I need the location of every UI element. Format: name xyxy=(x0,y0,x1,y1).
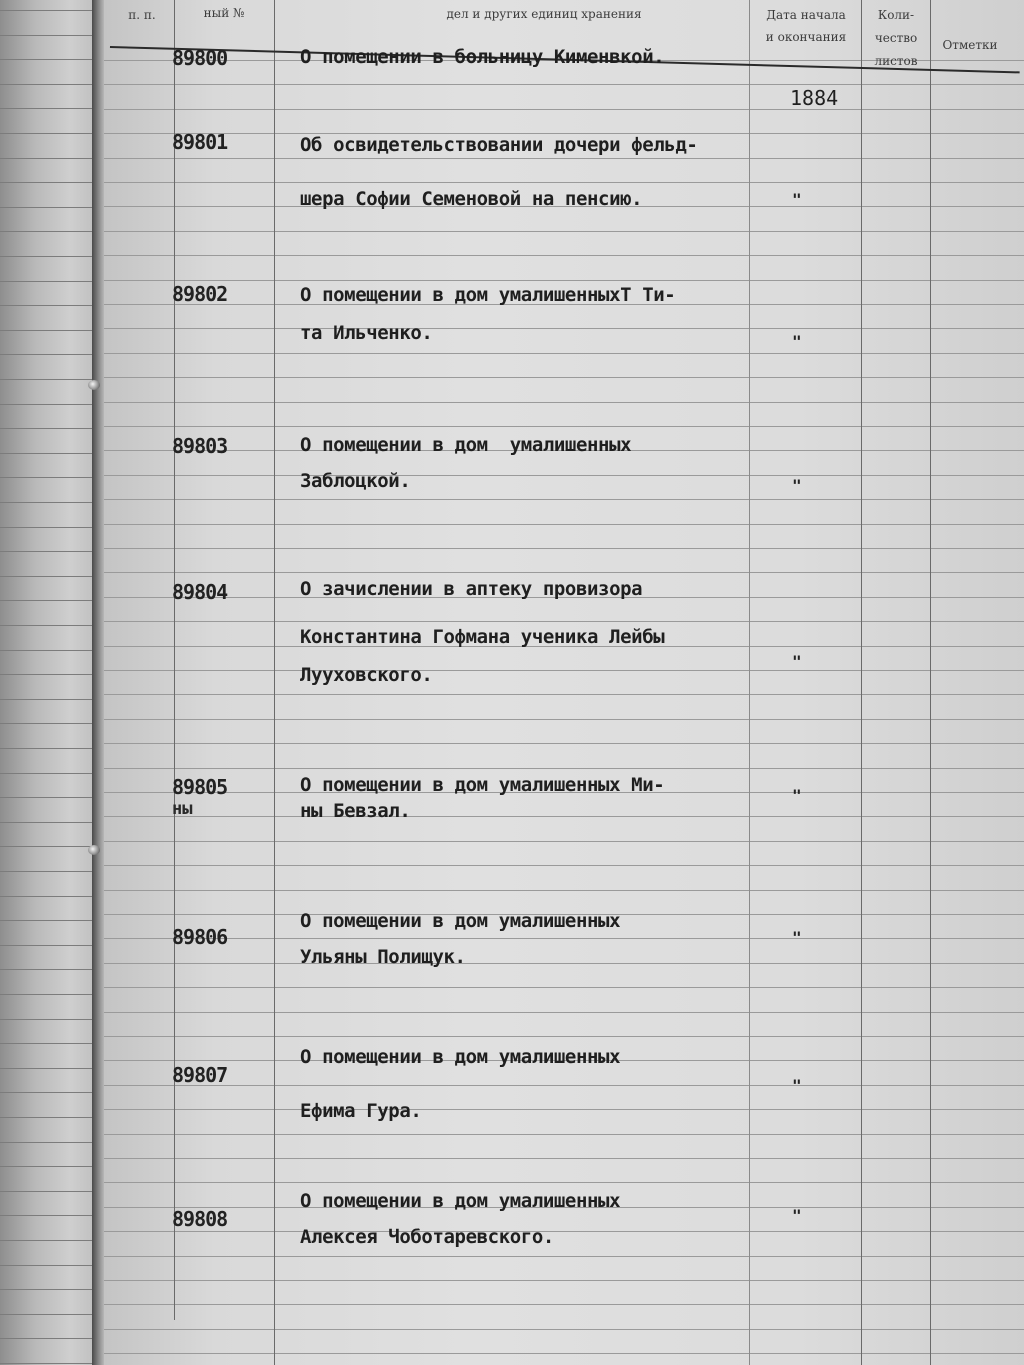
ruled-line xyxy=(104,719,1024,720)
entry-title-line: Константина Гофмана ученика Лейбы xyxy=(300,626,665,648)
ruled-line xyxy=(0,969,100,970)
ruled-line xyxy=(0,477,100,478)
entry-date: " xyxy=(792,476,802,495)
ruled-line xyxy=(0,723,100,724)
ruled-line xyxy=(0,453,100,454)
ruled-line xyxy=(0,502,100,503)
entry-date: " xyxy=(792,332,802,351)
ruled-line xyxy=(104,841,1024,842)
ruled-line xyxy=(0,797,100,798)
ruled-line xyxy=(0,1289,100,1290)
ruled-line xyxy=(0,1338,100,1339)
entry-date: " xyxy=(792,190,802,209)
ruled-line xyxy=(104,865,1024,866)
header-col-title: дел и других единиц хранения xyxy=(446,7,642,21)
ruled-line xyxy=(0,182,100,183)
ruled-line xyxy=(104,499,1024,500)
ruled-line xyxy=(0,1068,100,1069)
entry-date: " xyxy=(792,652,802,671)
ruled-line xyxy=(104,1036,1024,1037)
ruled-line xyxy=(104,743,1024,744)
ruled-line xyxy=(104,987,1024,988)
entry-title-line: Об освидетельствовании дочери фельд- xyxy=(300,134,698,156)
ruled-line xyxy=(104,1231,1024,1232)
ruled-line xyxy=(0,527,100,528)
entry-date: " xyxy=(792,928,802,947)
header-sheets-line2: чество xyxy=(874,31,918,45)
column-divider xyxy=(174,0,175,1320)
ruled-line xyxy=(0,256,100,257)
header-sheets-line1: Коли- xyxy=(877,8,915,22)
ruled-line xyxy=(104,1158,1024,1159)
ruled-line xyxy=(0,379,100,380)
ruled-line xyxy=(104,158,1024,159)
ruled-line xyxy=(104,694,1024,695)
ruled-line xyxy=(104,938,1024,939)
ruled-line xyxy=(0,404,100,405)
header-col-sheets xyxy=(862,4,930,73)
entry-title-line: Алексея Чоботаревского. xyxy=(300,1226,554,1248)
ruled-line xyxy=(104,182,1024,183)
ruled-line xyxy=(104,1085,1024,1086)
header-dates-line1: Дата начала xyxy=(766,8,846,22)
entry-title-line: шера Софии Семеновой на пенсию. xyxy=(300,188,643,210)
ruled-line xyxy=(0,871,100,872)
entry-number: 89805 xyxy=(172,775,228,799)
entry-number: 89804 xyxy=(172,580,228,604)
ruled-line xyxy=(0,207,100,208)
ruled-line xyxy=(104,328,1024,329)
entry-title-line: Ульяны Полищук. xyxy=(300,946,466,968)
ruled-line xyxy=(0,330,100,331)
ruled-line xyxy=(0,600,100,601)
ruled-line xyxy=(104,255,1024,256)
entry-date: " xyxy=(792,1076,802,1095)
entry-number: 89802 xyxy=(172,282,228,306)
ruled-line xyxy=(0,1314,100,1315)
ruled-line xyxy=(0,35,100,36)
ruled-line xyxy=(0,1117,100,1118)
ruled-line xyxy=(0,1215,100,1216)
ruled-line xyxy=(104,1182,1024,1183)
ruled-line xyxy=(104,1134,1024,1135)
entry-number: 89808 xyxy=(172,1207,228,1231)
ruled-line xyxy=(0,699,100,700)
binding-hole xyxy=(88,845,100,855)
ruled-line xyxy=(0,1166,100,1167)
entry-number: 89807 xyxy=(172,1063,228,1087)
ruled-line xyxy=(104,1280,1024,1281)
ruled-line xyxy=(0,1043,100,1044)
ruled-line xyxy=(0,896,100,897)
ruled-line xyxy=(0,10,100,11)
ruled-line xyxy=(0,625,100,626)
entry-title-line: О помещении в больницу Кименвкой. xyxy=(300,46,665,68)
adjacent-page xyxy=(0,0,100,1365)
ruled-line xyxy=(104,768,1024,769)
ruled-line xyxy=(0,1142,100,1143)
ruled-line xyxy=(0,133,100,134)
entry-number: 89806 xyxy=(172,925,228,949)
ruled-line xyxy=(0,1191,100,1192)
ruled-line xyxy=(0,108,100,109)
ruled-line xyxy=(104,572,1024,573)
ruled-line xyxy=(0,354,100,355)
ruled-line xyxy=(104,816,1024,817)
ruled-line xyxy=(104,890,1024,891)
ruled-line xyxy=(0,576,100,577)
ruled-line xyxy=(0,281,100,282)
entry-title-line: О помещении в дом умалишенных xyxy=(300,910,621,932)
header-col-notes: Отметки xyxy=(942,38,998,52)
header-sheets-line3: листов xyxy=(874,54,918,68)
ruled-line xyxy=(0,650,100,651)
entry-title-line: ны Бевзал. xyxy=(300,800,411,822)
entry-number: 89801 xyxy=(172,130,228,154)
ruled-line xyxy=(104,84,1024,85)
ruled-line xyxy=(0,945,100,946)
ruled-line xyxy=(104,1304,1024,1305)
ruled-line xyxy=(104,1353,1024,1354)
column-divider xyxy=(930,0,931,1365)
ruled-line xyxy=(104,548,1024,549)
entry-number: 89803 xyxy=(172,434,228,458)
ruled-line xyxy=(0,1019,100,1020)
ruled-line xyxy=(0,1265,100,1266)
entry-title-line: та Ильченко. xyxy=(300,322,433,344)
ruled-line xyxy=(0,84,100,85)
header-col-number: ный № xyxy=(203,6,245,20)
entry-title-line: О зачислении в аптеку провизора xyxy=(300,578,643,600)
ruled-line xyxy=(104,353,1024,354)
ruled-line xyxy=(104,1329,1024,1330)
entry-date: 1884 xyxy=(790,86,839,110)
entry-title-line: О помещении в дом умалишенных xyxy=(300,434,632,456)
ruled-line xyxy=(104,524,1024,525)
ruled-line xyxy=(0,994,100,995)
ruled-line xyxy=(0,674,100,675)
header-col-pp: п. п. xyxy=(128,8,156,22)
register-page xyxy=(104,0,1024,1365)
ruled-line xyxy=(0,748,100,749)
ruled-line xyxy=(104,231,1024,232)
column-divider xyxy=(749,0,750,1365)
entry-title-line: О помещении в дом умалишенныхТ Ти- xyxy=(300,284,676,306)
ruled-line xyxy=(104,963,1024,964)
ruled-line xyxy=(0,1240,100,1241)
entry-number: 89800 xyxy=(172,46,228,70)
ruled-line xyxy=(0,59,100,60)
entry-title-line: Ефима Гура. xyxy=(300,1100,422,1122)
ruled-line xyxy=(0,773,100,774)
ruled-line xyxy=(0,822,100,823)
column-divider xyxy=(274,0,275,1365)
entry-title-line: Заблоцкой. xyxy=(300,470,411,492)
ruled-line xyxy=(0,428,100,429)
entry-title-line: О помещении в дом умалишенных Ми- xyxy=(300,774,665,796)
entry-date: " xyxy=(792,786,802,805)
ruled-line xyxy=(104,426,1024,427)
ruled-line xyxy=(0,1092,100,1093)
ruled-line xyxy=(104,280,1024,281)
entry-title-line: О помещении в дом умалишенных xyxy=(300,1046,621,1068)
ruled-line xyxy=(0,920,100,921)
entry-date: " xyxy=(792,1206,802,1225)
header-col-dates xyxy=(752,4,860,48)
entry-title-line: Лууховского. xyxy=(300,664,433,686)
ruled-line xyxy=(0,231,100,232)
binding-hole xyxy=(88,380,100,390)
ruled-line xyxy=(104,670,1024,671)
entry-number-suffix: ны xyxy=(172,799,193,819)
ruled-line xyxy=(0,846,100,847)
ruled-line xyxy=(104,109,1024,110)
header-dates-line2: и окончания xyxy=(765,30,847,44)
entry-title-line: О помещении в дом умалишенных xyxy=(300,1190,621,1212)
ruled-line xyxy=(104,1012,1024,1013)
ruled-line xyxy=(104,621,1024,622)
ruled-line xyxy=(0,1363,100,1364)
ruled-line xyxy=(104,402,1024,403)
ruled-line xyxy=(104,1256,1024,1257)
ruled-line xyxy=(0,158,100,159)
ruled-line xyxy=(104,377,1024,378)
ruled-line xyxy=(104,475,1024,476)
column-divider xyxy=(861,0,862,1365)
ruled-line xyxy=(0,551,100,552)
ruled-line xyxy=(0,305,100,306)
ruled-line xyxy=(104,1109,1024,1110)
